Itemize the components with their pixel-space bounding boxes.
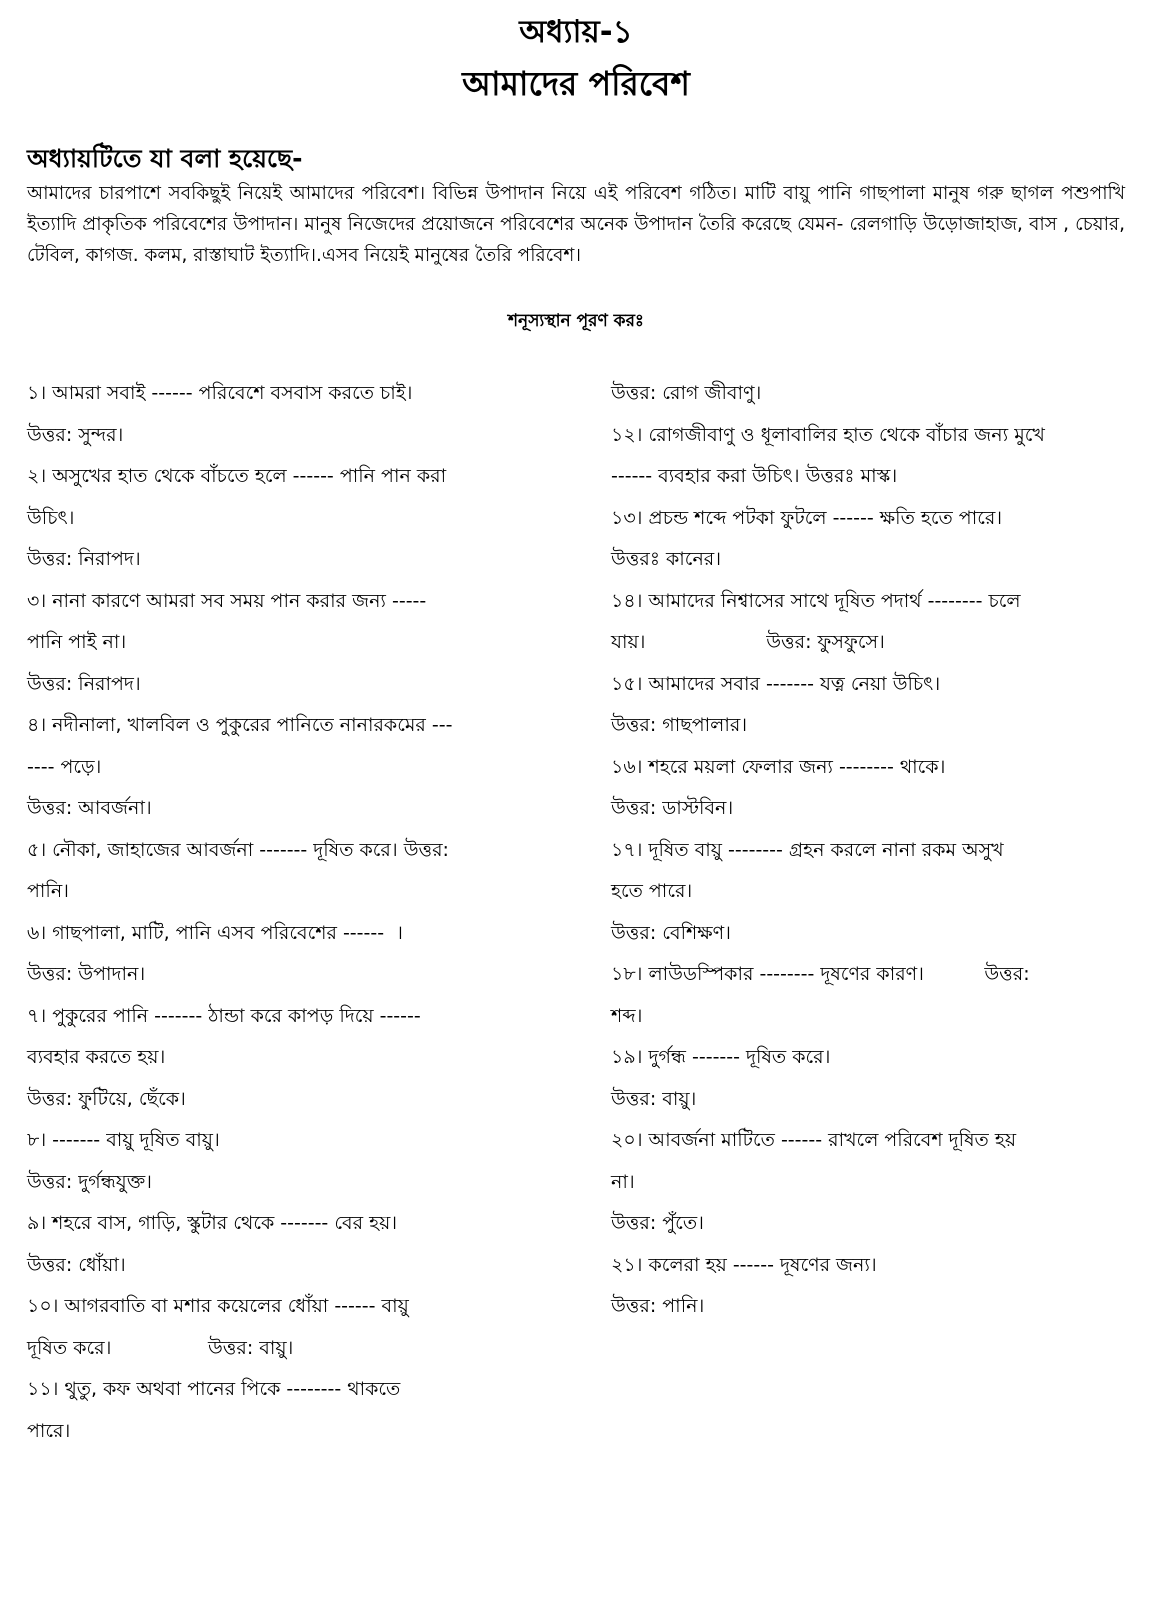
question-line bbox=[611, 1245, 1121, 1287]
question-line-text: উত্তর: পানি। bbox=[611, 1295, 705, 1317]
question-line bbox=[27, 1120, 547, 1162]
question-line-text: শব্দ। bbox=[611, 1004, 643, 1027]
chapter-title: আমাদের পরিবেশ bbox=[462, 64, 690, 103]
question-line-text: উচিৎ। bbox=[27, 506, 75, 529]
question-line bbox=[27, 1411, 547, 1453]
question-line-text: ১০। আগরবাতি বা মশার কয়েলের ধোঁয়া ------ বায়ু bbox=[27, 1295, 409, 1317]
question-line bbox=[27, 622, 547, 664]
question-line bbox=[27, 1245, 547, 1287]
question-line-text: ২। অসুখের হাত থেকে বাঁচতে হলে ------ পানি পান করা bbox=[27, 465, 447, 487]
question-line-text: উত্তর: উপাদান। bbox=[27, 963, 146, 985]
question-line bbox=[611, 581, 1121, 623]
question-line-text: পারে। bbox=[27, 1419, 71, 1442]
question-line-text: উত্তরঃ কানের। bbox=[611, 548, 722, 570]
question-line-text: ৬। গাছপালা, মাটি, পানি এসব পরিবেশের ------ । bbox=[27, 921, 403, 944]
question-line-text: উত্তর: নিরাপদ। bbox=[27, 672, 141, 695]
question-line-text: ১২। রোগজীবাণু ও ধূলাবালির হাত থেকে বাঁচার জন্য মুখে bbox=[611, 423, 1045, 446]
question-line bbox=[27, 581, 547, 623]
question-line bbox=[611, 913, 1121, 955]
question-line-text: ২১। কলেরা হয় ------ দূষণের জন্য। bbox=[611, 1253, 877, 1276]
question-line-text: উত্তর: আবর্জনা। bbox=[27, 797, 152, 819]
question-line bbox=[27, 539, 547, 581]
question-line-text: ৭। পুকুরের পানি ------- ঠান্ডা করে কাপড় দিয়ে ------ bbox=[27, 1004, 421, 1027]
question-line-text: ---- পড়ে। bbox=[27, 755, 102, 778]
question-line bbox=[27, 788, 547, 830]
question-line-text: ১৬। শহরে ময়লা ফেলার জন্য -------- থাকে। bbox=[611, 755, 946, 778]
question-line bbox=[27, 1369, 547, 1411]
question-line bbox=[27, 996, 547, 1038]
question-line-text: উত্তর: নিরাপদ। bbox=[27, 548, 141, 570]
question-line bbox=[27, 871, 547, 913]
question-line-text: পানি। bbox=[27, 880, 69, 902]
question-line-text: ১৪। আমাদের নিশ্বাসের সাথে দূষিত পদার্থ -------- চলে bbox=[611, 589, 1021, 612]
question-line-text: ১৩। প্রচন্ড শব্দে পটকা ফুটলে ------ ক্ষতি হতে পারে। bbox=[611, 506, 1003, 529]
question-line-text: উত্তর: পুঁতে। bbox=[611, 1212, 704, 1234]
question-line bbox=[27, 1079, 547, 1121]
question-line-text: উত্তর: ফুটিয়ে, ছেঁকে। bbox=[27, 1087, 186, 1110]
question-line-text: ১৫। আমাদের সবার ------- যত্ন নেয়া উচিৎ। bbox=[611, 672, 941, 695]
question-line-text: ১। আমরা সবাই ------ পরিবেশে বসবাস করতে চাই। bbox=[27, 382, 413, 404]
fill-in-the-blanks-heading: শনূস্যস্থান পূরণ করঃ bbox=[507, 311, 644, 331]
question-line bbox=[611, 498, 1121, 540]
question-line-text: ব্যবহার করতে হয়। bbox=[27, 1046, 166, 1068]
question-line-text: ------ ব্যবহার করা উচিৎ। উত্তরঃ মাস্ক। bbox=[611, 465, 898, 487]
question-line bbox=[611, 830, 1121, 872]
question-line bbox=[611, 996, 1121, 1038]
question-line bbox=[27, 664, 547, 706]
question-line bbox=[27, 456, 547, 498]
question-line-text: ১৯। দুর্গন্ধ ------- দূষিত করে। bbox=[611, 1046, 831, 1068]
question-line bbox=[27, 954, 547, 996]
question-line bbox=[611, 1162, 1121, 1204]
left-question-column bbox=[27, 373, 547, 1452]
question-line bbox=[27, 415, 547, 457]
question-line-text: উত্তর: রোগ জীবাণু। bbox=[611, 382, 762, 404]
question-line-text: ২০। আবর্জনা মাটিতে ------ রাখলে পরিবেশ দূষিত হয় bbox=[611, 1129, 1017, 1151]
chapter-number: অধ্যায়-১ bbox=[519, 14, 633, 50]
question-line-text: ১৭। দূষিত বায়ু -------- গ্রহন করলে নানা রকম অসুখ bbox=[611, 838, 1004, 861]
question-line bbox=[611, 415, 1121, 457]
question-line-text: ১১। থুতু, কফ অথবা পানের পিকে -------- থাকতে bbox=[27, 1378, 401, 1400]
question-line bbox=[611, 1079, 1121, 1121]
question-line bbox=[611, 1120, 1121, 1162]
question-line bbox=[27, 1328, 547, 1370]
question-line-text: উত্তর: ডাস্টবিন। bbox=[611, 797, 734, 819]
question-line bbox=[611, 871, 1121, 913]
question-line-text: ৩। নানা কারণে আমরা সব সময় পান করার জন্য ----- bbox=[27, 589, 427, 612]
question-line bbox=[27, 913, 547, 955]
question-line bbox=[611, 1286, 1121, 1328]
question-line-text: উত্তর: দুর্গন্ধযুক্ত। bbox=[27, 1170, 152, 1193]
question-line-text: দূষিত করে। উত্তর: বায়ু। bbox=[27, 1336, 294, 1359]
question-line bbox=[611, 664, 1121, 706]
question-line-text: ৮। ------- বায়ু দূষিত বায়ু। bbox=[27, 1129, 220, 1151]
question-line bbox=[27, 498, 547, 540]
right-question-column bbox=[611, 373, 1121, 1328]
summary-heading: অধ্যায়টিতে যা বলা হয়েছে- bbox=[27, 144, 303, 173]
question-line bbox=[611, 456, 1121, 498]
question-line bbox=[27, 1286, 547, 1328]
question-line-text: উত্তর: সুন্দর। bbox=[27, 423, 124, 446]
question-line bbox=[611, 954, 1121, 996]
question-line bbox=[611, 539, 1121, 581]
summary-paragraph: আমাদের চারপাশে সবকিছুই নিয়েই আমাদের পরিবেশ। বিভিন্ন উপাদান নিয়ে এই পরিবেশ গঠিত। মাটি বায়ু পানি গাছপালা মানুষ গরু ছাগল পশুপাখি ইত্যাদি প্রাকৃতিক পরিবেশের উপাদান। মানুষ নিজেদের প্রয়োজনে পরিবেশের অনেক উপাদান তৈরি করেছে যেমন- রেলগাড়ি উড়োজাহাজ, বাস , চেয়ার, টেবিল, কাগজ. কলম, রাস্তাঘাট ইত্যাদি।.এসব নিয়েই মানুষের তৈরি পরিবেশ। bbox=[27, 183, 1125, 266]
question-line bbox=[27, 705, 547, 747]
question-line-text: ৯। শহরে বাস, গাড়ি, স্কুটার থেকে ------- বের হয়। bbox=[27, 1212, 398, 1234]
question-line bbox=[27, 830, 547, 872]
question-line bbox=[611, 373, 1121, 415]
question-line bbox=[27, 747, 547, 789]
question-line-text: উত্তর: ধোঁয়া। bbox=[27, 1253, 126, 1276]
question-line bbox=[27, 373, 547, 415]
question-line-text: হতে পারে। bbox=[611, 880, 693, 902]
question-line bbox=[611, 622, 1121, 664]
question-line bbox=[611, 747, 1121, 789]
question-line bbox=[611, 1037, 1121, 1079]
question-line-text: যায়। উত্তর: ফুসফুসে। bbox=[611, 631, 885, 653]
question-line-text: ৪। নদীনালা, খালবিল ও পুকুরের পানিতে নানারকমের --- bbox=[27, 714, 453, 736]
question-line bbox=[27, 1203, 547, 1245]
question-line bbox=[27, 1162, 547, 1204]
question-line bbox=[611, 1203, 1121, 1245]
question-line-text: উত্তর: গাছপালার। bbox=[611, 714, 748, 736]
question-line-text: ১৮। লাউডস্পিকার -------- দূষণের কারণ। উত্তর: bbox=[611, 963, 1030, 985]
question-line-text: ৫। নৌকা, জাহাজের আবর্জনা ------- দূষিত করে। উত্তর: bbox=[27, 838, 449, 861]
question-line bbox=[611, 705, 1121, 747]
question-line-text: উত্তর: বায়ু। bbox=[611, 1087, 697, 1110]
question-line-text: না। bbox=[611, 1170, 635, 1193]
question-line-text: পানি পাই না। bbox=[27, 631, 127, 653]
question-line bbox=[611, 788, 1121, 830]
question-line bbox=[27, 1037, 547, 1079]
question-line-text: উত্তর: বেশিক্ষণ। bbox=[611, 921, 731, 944]
